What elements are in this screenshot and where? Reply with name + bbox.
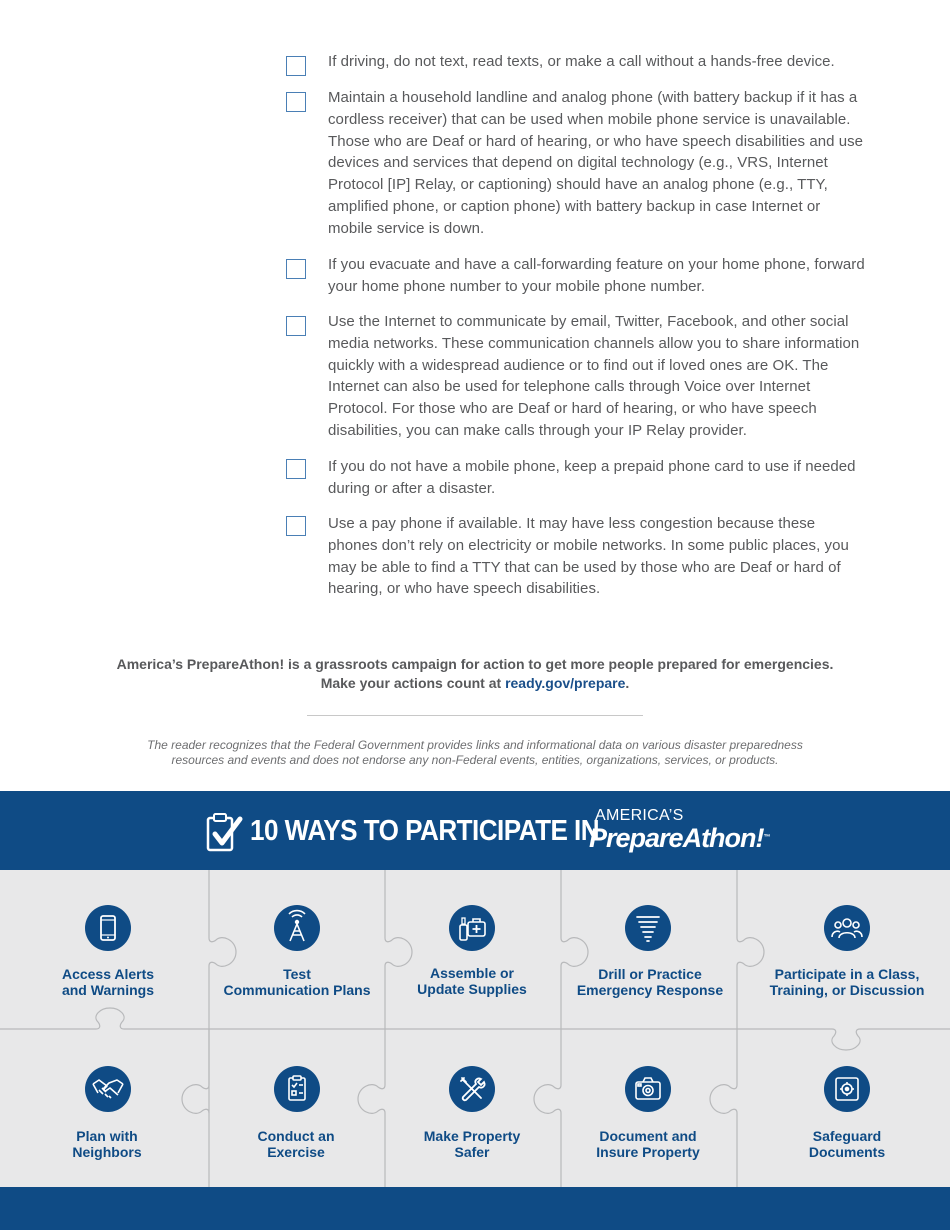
- footer-bar: [0, 1187, 950, 1230]
- checklist-item-text: Use a pay phone if available. It may have less congestion because these phones don’t rely on electricity or mobile networks. In some public places, you may be able to find a TTY that can be used by those who are Deaf or hard of hearing, or who have speech disabilities.: [328, 515, 849, 598]
- tile-label-line-1: Assemble or: [429, 965, 515, 981]
- tile-label: [752, 1128, 942, 1160]
- checklist-item-text: If you evacuate and have a call-forwarding feature on your home phone, forward your home phone number to your mobile phone number.: [328, 256, 865, 295]
- people-group-icon: [824, 905, 870, 951]
- checklist-item-text: If driving, do not text, read texts, or make a call without a hands-free device.: [328, 53, 835, 70]
- checkbox[interactable]: [286, 459, 306, 479]
- campaign-line-2-prefix: Make your actions count at: [320, 675, 506, 691]
- tools-icon: [449, 1066, 495, 1112]
- banner-brand-top: AMERICA’S: [595, 807, 684, 824]
- tile-label: [555, 966, 745, 998]
- tile-label-line-1: Plan with: [76, 1128, 138, 1144]
- tile-label-line-1: Conduct an: [257, 1128, 335, 1144]
- tornado-icon: [625, 905, 671, 951]
- tile-label-line-2: Insure Property: [596, 1144, 700, 1160]
- checklist-item-text: Use the Internet to communicate by email, Twitter, Facebook, and other social media networks. These communication channels allow you to share information quickly with a widespread audience or to find out if loved ones are OK. The Internet can also be used for telephone calls through Voice over Internet Protocol. For those who are Deaf or hard of hearing, or who have speech disabilities, you can make calls through your IP Relay provider.: [328, 313, 860, 439]
- supply-kit-icon: [449, 905, 495, 951]
- radio-tower-icon: [274, 905, 320, 951]
- safe-icon: [824, 1066, 870, 1112]
- disclaimer: [120, 738, 830, 768]
- tile-label-line-1: Safeguard: [812, 1128, 882, 1144]
- checklist-item-text: If you do not have a mobile phone, keep a prepaid phone card to use if needed during or after a disaster.: [328, 458, 856, 497]
- tile-label: [752, 966, 942, 998]
- tile-label-line-2: Neighbors: [72, 1144, 142, 1160]
- tile-label-line-2: Communication Plans: [223, 982, 371, 998]
- tile-label-line-2: Update Supplies: [417, 981, 527, 997]
- tile-label-line-2: Exercise: [267, 1144, 325, 1160]
- tile-label-line-1: Participate in a Class,: [774, 966, 920, 982]
- tile-label-line-1: Test: [283, 966, 311, 982]
- tile-label-line-2: Documents: [808, 1144, 886, 1160]
- tile-label: [553, 1128, 743, 1160]
- clipboard-checklist-icon: [274, 1066, 320, 1112]
- tile-label: [201, 1128, 391, 1160]
- checkbox[interactable]: [286, 316, 306, 336]
- tile-label: [12, 1128, 202, 1160]
- camera-icon: [625, 1066, 671, 1112]
- tile-label-line-2: Safer: [454, 1144, 490, 1160]
- disclaimer-line-1: The reader recognizes that the Federal Government provides links and informational data on various disaster preparedness: [147, 738, 803, 752]
- tile-label-line-2: and Warnings: [61, 982, 155, 998]
- handshake-icon: [85, 1066, 131, 1112]
- trademark: ™: [763, 834, 770, 841]
- prepareathon-logo: [589, 821, 770, 855]
- banner-brand-text: PrepareAthon!: [589, 823, 764, 853]
- campaign-statement: [0, 655, 950, 693]
- tile-label: [13, 966, 203, 998]
- disclaimer-line-2: resources and events and does not endorse any non-Federal events, entities, organizations, services, or products.: [171, 753, 779, 767]
- tile-label: [377, 1128, 567, 1160]
- checkbox[interactable]: [286, 92, 306, 112]
- mobile-phone-icon: [85, 905, 131, 951]
- banner-title: 10 WAYS TO PARTICIPATE IN: [250, 815, 600, 847]
- tile-label: [377, 965, 567, 997]
- tile-label-line-1: Access Alerts: [61, 966, 155, 982]
- checkbox[interactable]: [286, 259, 306, 279]
- tile-label-line-2: Emergency Response: [576, 982, 724, 998]
- checkbox[interactable]: [286, 516, 306, 536]
- campaign-line-2: [0, 674, 950, 693]
- ready-gov-link[interactable]: ready.gov/prepare: [505, 675, 626, 691]
- divider: [307, 715, 643, 716]
- campaign-line-2-suffix: .: [625, 675, 630, 691]
- checkbox[interactable]: [286, 56, 306, 76]
- checklist-item-text: Maintain a household landline and analog phone (with battery backup if it has a cordless receiver) that can be used when mobile phone service is unavailable. Those who are Deaf or hard of hearing, or who have speech disabilities and use devices and services that depend on digital technology (e.g., VRS, Internet Protocol [IP] Relay, or captioning) should have an analog phone (e.g., TTY, amplified phone, or caption phone) with battery backup in case Internet or mobile service is down.: [328, 89, 864, 237]
- tile-label-line-1: Document and: [599, 1128, 697, 1144]
- tile-label-line-1: Make Property: [423, 1128, 521, 1144]
- clipboard-check-icon: [203, 812, 243, 854]
- tile-label: [202, 966, 392, 998]
- tile-label-line-1: Drill or Practice: [598, 966, 702, 982]
- tile-label-line-2: Training, or Discussion: [769, 982, 925, 998]
- campaign-line-1: America’s PrepareAthon! is a grassroots campaign for action to get more people prepared for emergencies.: [116, 656, 834, 672]
